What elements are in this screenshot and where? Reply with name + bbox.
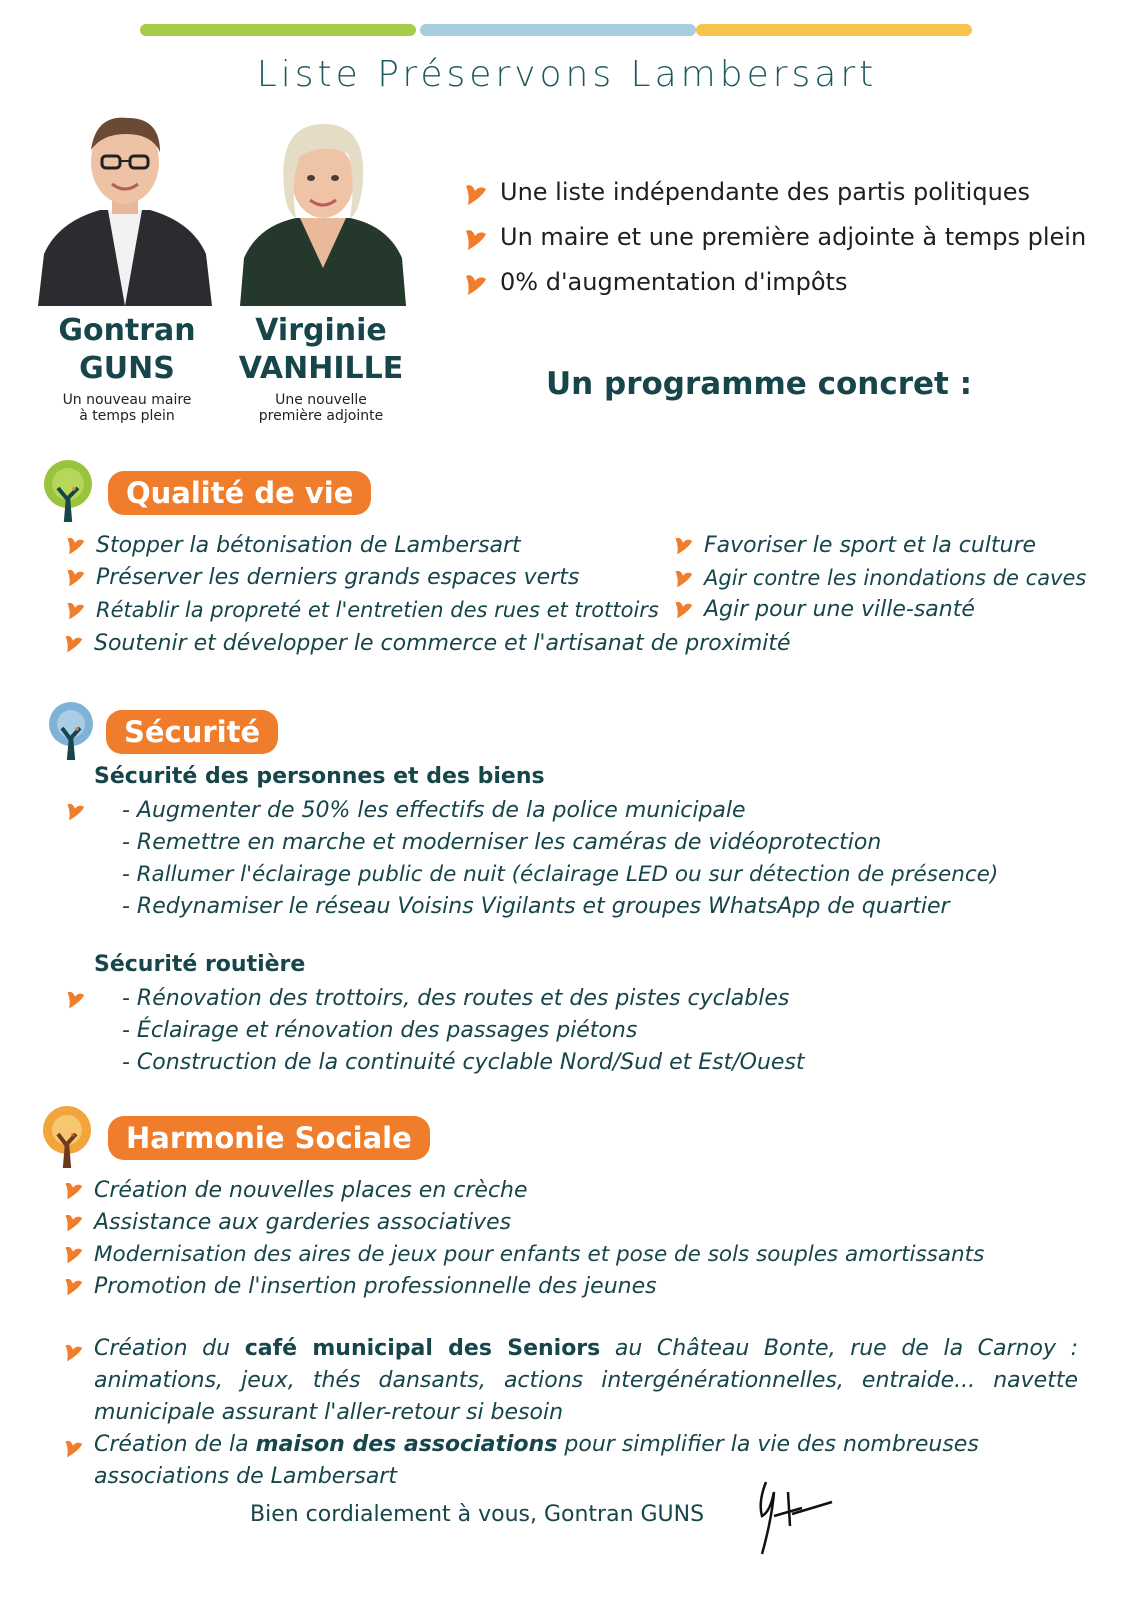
heart-bullet-icon	[62, 634, 84, 654]
list-item-text: Favoriser le sport et la culture	[704, 533, 1037, 558]
program-title: Un programme concret :	[546, 366, 973, 402]
section-title-harmonie: Harmonie Sociale	[108, 1116, 430, 1160]
candidate-first-name: Gontran	[58, 313, 196, 348]
list-item-text: Modernisation des aires de jeux pour enfants et pose de sols souples amortissants	[94, 1242, 985, 1267]
sub-item: - Augmenter de 50% les effectifs de la police municipale	[122, 798, 746, 823]
list-item-text: Création de nouvelles places en crèche	[94, 1178, 528, 1203]
sub-item: - Éclairage et rénovation des passages piétons	[122, 1018, 638, 1043]
top-bar-blue	[420, 24, 696, 36]
assoc-paragraph	[94, 1429, 1078, 1493]
list-item-text: Préserver les derniers grands espaces verts	[96, 565, 580, 590]
sub-item: - Rénovation des trottoirs, des routes et des pistes cyclables	[122, 986, 790, 1011]
assoc-bold-text: maison des associations	[255, 1432, 558, 1457]
heart-bullet-icon	[64, 568, 86, 588]
candidate-first-name: Virginie	[255, 313, 387, 348]
section-title-securite: Sécurité	[106, 710, 278, 754]
heart-bullet-icon	[672, 536, 694, 556]
tree-blue-icon	[44, 700, 98, 764]
list-item-text: Soutenir et développer le commerce et l'artisanat de proximité	[94, 631, 791, 656]
list-item	[672, 562, 1086, 595]
candidate-last-name: GUNS	[79, 351, 175, 386]
list-item-text: Rétablir la propreté et l'entretien des rues et trottoirs	[96, 598, 659, 622]
candidate-subtitle: Un nouveau maire	[62, 392, 192, 408]
list-item-text: Promotion de l'insertion professionnelle des jeunes	[94, 1274, 657, 1299]
sub-item: - Construction de la continuité cyclable Nord/Sud et Est/Ouest	[122, 1050, 805, 1075]
list-item	[672, 594, 975, 626]
seniors-text: au Château Bonte, rue de la Carnoy : animations, jeux, thés dansants, actions intergénérationnelles, entraide... navette municipale assurant l'aller-retour si besoin	[94, 1336, 1079, 1425]
assoc-text: pour simplifier la vie des nombreuses associations de Lambersart	[94, 1432, 979, 1489]
top-bar-green	[140, 24, 416, 36]
candidate-subtitle: Une nouvelle	[275, 392, 367, 408]
candidate-vanhille	[222, 312, 420, 424]
subsection-title: Sécurité des personnes et des biens	[94, 764, 545, 789]
heart-bullet-icon	[64, 536, 86, 556]
list-item	[62, 628, 791, 660]
key-point	[462, 223, 1086, 251]
sub-item: - Rallumer l'éclairage public de nuit (éclairage LED ou sur détection de présence)	[122, 862, 999, 887]
top-bar-yellow	[696, 24, 972, 36]
list-item-text: Assistance aux garderies associatives	[94, 1210, 512, 1235]
assoc-text: Création de la	[94, 1432, 256, 1457]
list-item	[62, 1239, 984, 1271]
heart-bullet-icon	[64, 802, 86, 826]
page-title: Liste Préservons Lambersart	[256, 54, 878, 95]
key-point	[462, 268, 847, 296]
list-item	[672, 530, 1036, 562]
list-item	[64, 594, 659, 627]
list-item	[62, 1175, 528, 1207]
key-point-text: 0% d'augmentation d'impôts	[500, 268, 848, 296]
heart-bullet-icon	[62, 1439, 84, 1463]
heart-bullet-icon	[62, 1213, 84, 1233]
list-item	[64, 562, 579, 594]
sub-item: - Redynamiser le réseau Voisins Vigilants et groupes WhatsApp de quartier	[122, 894, 950, 919]
key-point-text: Un maire et une première adjointe à temps plein	[500, 223, 1087, 251]
candidate-subtitle: à temps plein	[79, 408, 175, 424]
list-item-text: Agir contre les inondations de caves	[704, 566, 1087, 590]
seniors-bold-text: café municipal des Seniors	[244, 1336, 601, 1361]
heart-bullet-icon	[462, 273, 484, 293]
list-item	[64, 530, 521, 562]
seniors-text: Création du	[94, 1336, 245, 1361]
heart-bullet-icon	[64, 990, 86, 1014]
sub-item: - Remettre en marche et moderniser les caméras de vidéoprotection	[122, 830, 882, 855]
subsection-title: Sécurité routière	[94, 952, 306, 977]
heart-bullet-icon	[62, 1181, 84, 1201]
heart-bullet-icon	[62, 1343, 84, 1367]
heart-bullet-icon	[462, 228, 484, 248]
closing-text: Bien cordialement à vous, Gontran GUNS	[250, 1502, 705, 1527]
tree-green-icon	[38, 458, 98, 526]
candidate-subtitle: première adjointe	[258, 408, 384, 424]
heart-bullet-icon	[62, 1245, 84, 1265]
seniors-paragraph	[94, 1333, 1078, 1429]
list-item-text: Stopper la bétonisation de Lambersart	[96, 533, 521, 558]
candidate-photo-vanhille	[240, 118, 406, 306]
list-item-text: Agir pour une ville-santé	[704, 597, 975, 622]
heart-bullet-icon	[672, 600, 694, 620]
tree-orange-icon	[38, 1104, 96, 1172]
candidate-last-name: VANHILLE	[238, 351, 404, 386]
heart-bullet-icon	[462, 183, 484, 203]
candidate-guns	[28, 312, 226, 424]
list-item	[62, 1207, 511, 1239]
candidate-photo-guns	[38, 104, 212, 306]
key-point-text: Une liste indépendante des partis politiques	[500, 178, 1031, 206]
key-point	[462, 178, 1030, 206]
signature	[748, 1472, 838, 1562]
heart-bullet-icon	[62, 1277, 84, 1297]
heart-bullet-icon	[64, 601, 86, 621]
heart-bullet-icon	[672, 569, 694, 589]
list-item	[62, 1271, 657, 1303]
section-title-qualite: Qualité de vie	[108, 471, 371, 515]
